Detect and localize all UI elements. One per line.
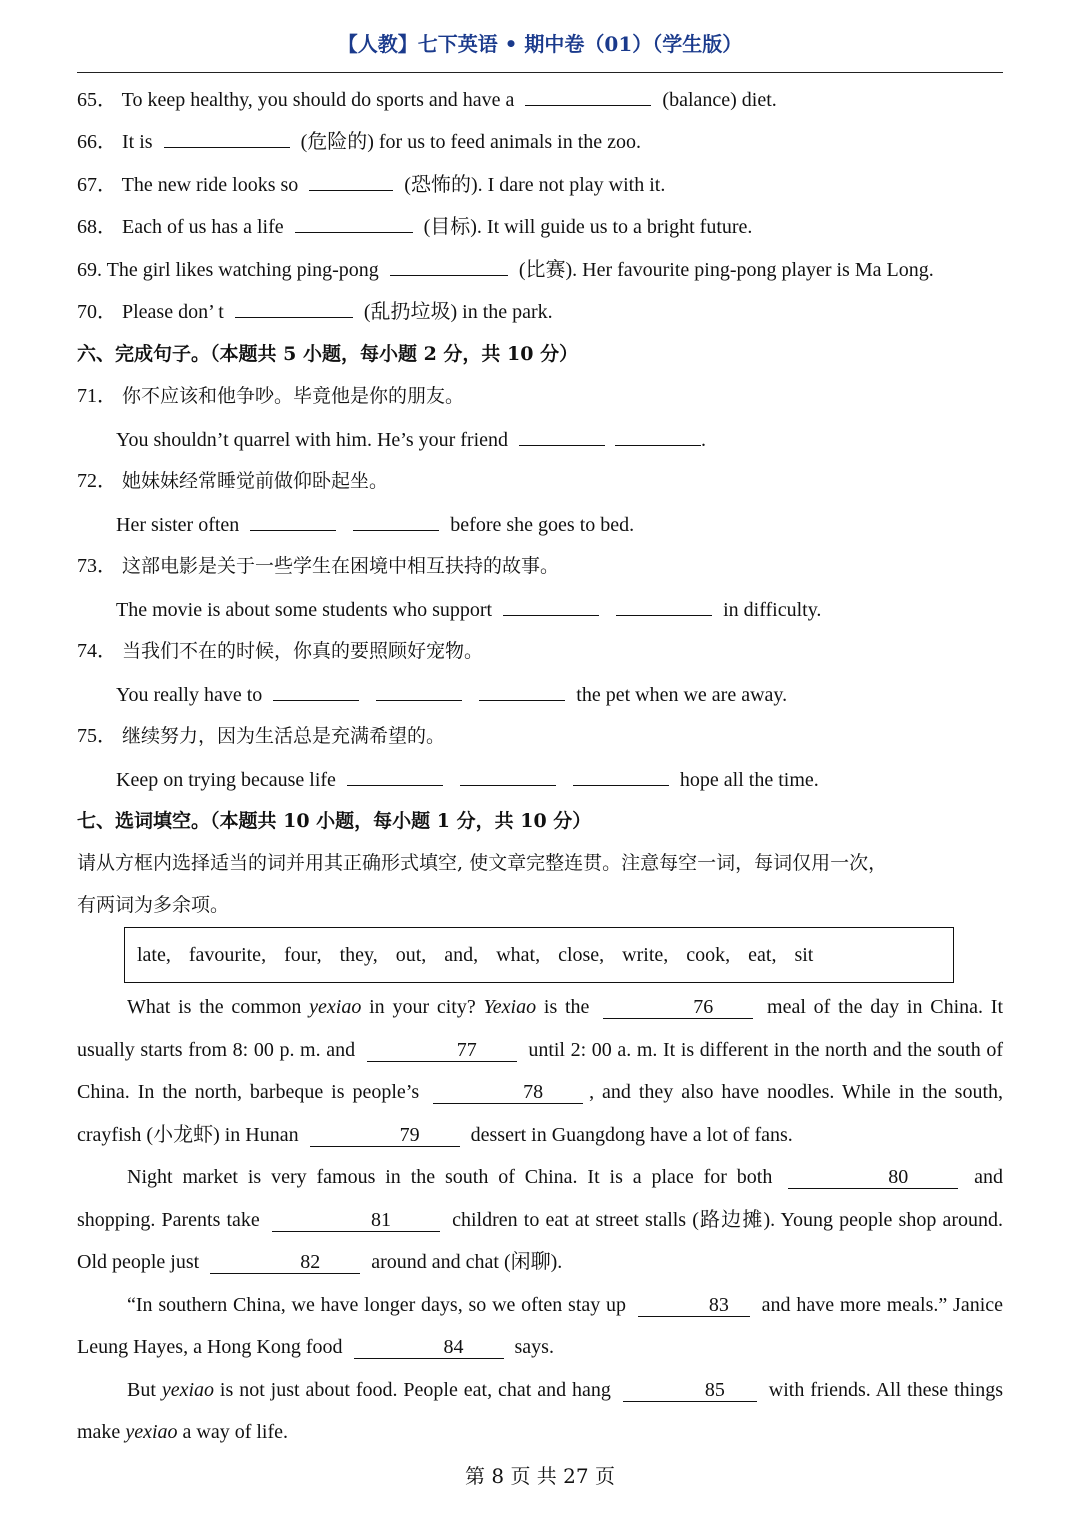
question-text: Each of us has a life (122, 216, 284, 238)
english-sentence: You shouldn’t quarrel with him. He’s your friend (116, 429, 509, 451)
answer-blank[interactable] (616, 595, 712, 616)
word-bank-item: eat, (748, 943, 777, 966)
question-75-answer (116, 765, 819, 794)
answer-blank[interactable] (295, 212, 413, 233)
question-hint: (比赛). Her favourite ping-pong player is Ma Long. (518, 259, 934, 281)
answer-blank[interactable] (164, 127, 290, 148)
page-footer: 第 8 页 共 27 页 (465, 1464, 615, 1488)
numbered-blank-83[interactable]: 83 (638, 1294, 750, 1317)
sentence-end: in difficulty. (723, 599, 822, 621)
question-hint: (恐怖的). I dare not play with it. (404, 174, 666, 196)
question-text: To keep healthy, you should do sports and have a (121, 89, 515, 111)
word-bank-item: late, (137, 943, 171, 966)
passage-paragraph-2: Night market is very famous in the south of China. It is a place for both 80 and shopping. Parents take 81 children to eat at street stalls (路边摊). Young people shop around. Old people just 82 around and chat (闲聊). (77, 1166, 1004, 1273)
question-72-answer (116, 510, 634, 539)
answer-blank[interactable] (525, 85, 651, 106)
passage-paragraph-1: What is the common yexiao in your city? Yexiao is the 76 meal of the day in China. It usually starts from 8: 00 p. m. and 77 until 2: 00 a. m. It is different in the north and the south of China. In the north, barbeque is people’s 78 , and they also have noodles. While in the south, crayfish (小龙虾) in Hunan 79 dessert in Guangdong have a lot of fans. (77, 996, 1004, 1146)
chinese-sentence: 继续努力，因为生活总是充满希望的。 (122, 725, 446, 747)
question-number: 73． (77, 555, 117, 577)
numbered-blank-79[interactable]: 79 (310, 1124, 460, 1147)
answer-blank[interactable] (250, 510, 336, 531)
word-bank-item: they, (339, 943, 378, 966)
sentence-end: . (701, 429, 707, 451)
word-bank-item: favourite, (188, 943, 267, 966)
question-number: 74． (77, 640, 117, 662)
passage (77, 986, 1003, 1454)
answer-blank[interactable] (347, 765, 443, 786)
english-sentence: Her sister often (116, 514, 240, 536)
question-74-prompt (77, 637, 483, 665)
question-67 (77, 170, 665, 199)
word-bank-item: what, (496, 943, 541, 966)
answer-blank[interactable] (503, 595, 599, 616)
question-number: 66． (77, 131, 117, 153)
question-number: 67． (77, 174, 117, 196)
chinese-sentence: 这部电影是关于一些学生在困境中相互扶持的故事。 (122, 555, 560, 577)
answer-blank[interactable] (479, 680, 565, 701)
question-hint: (目标). It will guide us to a bright future. (423, 216, 753, 238)
sentence-end: before she goes to bed. (450, 514, 635, 536)
numbered-blank-85[interactable]: 85 (623, 1379, 757, 1402)
sentence-end: hope all the time. (679, 769, 819, 791)
question-number: 68． (77, 216, 117, 238)
answer-blank[interactable] (309, 170, 393, 191)
numbered-blank-76[interactable]: 76 (603, 996, 753, 1019)
answer-blank[interactable] (519, 425, 605, 446)
question-hint: (乱扔垃圾) in the park. (363, 301, 553, 323)
question-74-answer (116, 680, 787, 709)
numbered-blank-78[interactable]: 78 (433, 1081, 583, 1104)
section-6-heading: 六、完成句子。（本题共 5 小题，每小题 2 分，共 10 分） (77, 343, 579, 365)
question-72-prompt (77, 467, 388, 495)
word-bank-item: out, (395, 943, 427, 966)
answer-blank[interactable] (460, 765, 556, 786)
question-text: The girl likes watching ping-pong (106, 259, 379, 281)
question-73-answer (116, 595, 821, 624)
question-hint: (危险的) for us to feed animals in the zoo. (300, 131, 642, 153)
answer-blank[interactable] (615, 425, 701, 446)
english-sentence: You really have to (116, 684, 263, 706)
word-bank-item: cook, (686, 943, 731, 966)
question-number: 72． (77, 470, 117, 492)
passage-paragraph-4: But yexiao is not just about food. People eat, chat and hang 85 with friends. All these things make yexiao a way of life. (77, 1378, 1003, 1443)
english-sentence: The movie is about some students who support (116, 599, 493, 621)
question-73-prompt (77, 552, 559, 580)
question-71-answer (116, 425, 706, 454)
section-7-heading: 七、选词填空。（本题共 10 小题，每小题 1 分，共 10 分） (77, 810, 592, 832)
chinese-sentence: 她妹妹经常睡觉前做仰卧起坐。 (122, 470, 389, 492)
section-7-instruction-cont: 有两词为多余项。 (77, 894, 230, 916)
word-bank-item: and, (444, 943, 479, 966)
section-7-instruction: 请从方框内选择适当的词并用其正确形式填空, 使文章完整连贯。注意每空一词，每词仅用一次， (77, 852, 888, 874)
answer-blank[interactable] (353, 510, 439, 531)
question-65 (77, 85, 777, 114)
answer-blank[interactable] (573, 765, 669, 786)
question-text: It is (122, 131, 153, 153)
answer-blank[interactable] (376, 680, 462, 701)
word-bank-item: close, (558, 943, 605, 966)
question-text: The new ride looks so (121, 174, 299, 196)
answer-blank[interactable] (390, 255, 508, 276)
question-hint: (balance) diet. (662, 89, 777, 111)
numbered-blank-82[interactable]: 82 (210, 1251, 360, 1274)
header-divider (77, 72, 1003, 73)
question-number: 65． (77, 89, 117, 111)
word-bank-item: sit (794, 943, 814, 966)
answer-blank[interactable] (273, 680, 359, 701)
question-71-prompt (77, 382, 464, 410)
numbered-blank-81[interactable]: 81 (272, 1209, 440, 1232)
question-number: 71． (77, 385, 117, 407)
question-number: 70． (77, 301, 117, 323)
numbered-blank-80[interactable]: 80 (788, 1166, 958, 1189)
chinese-sentence: 你不应该和他争吵。毕竟他是你的朋友。 (122, 385, 465, 407)
numbered-blank-84[interactable]: 84 (354, 1336, 504, 1359)
word-bank-box (124, 927, 954, 983)
question-68 (77, 212, 752, 241)
question-number: 75． (77, 725, 117, 747)
word-bank-item: four, (284, 943, 322, 966)
english-sentence: Keep on trying because life (116, 769, 336, 791)
passage-paragraph-3: “In southern China, we have longer days, so we often stay up 83 and have more meals.” Janice Leung Hayes, a Hong Kong food 84 says. (77, 1293, 1004, 1358)
word-bank-item: write, (622, 943, 669, 966)
page-header: 【人教】七下英语 • 期中卷（01）（学生版） (337, 32, 743, 56)
question-69 (77, 255, 934, 284)
numbered-blank-77[interactable]: 77 (367, 1039, 517, 1062)
sentence-end: the pet when we are away. (576, 684, 788, 706)
question-number: 69. (77, 259, 102, 281)
question-75-prompt (77, 722, 445, 750)
question-66 (77, 127, 641, 156)
answer-blank[interactable] (235, 297, 353, 318)
question-text: Please don’ t (122, 301, 224, 323)
chinese-sentence: 当我们不在的时候，你真的要照顾好宠物。 (122, 640, 484, 662)
question-70 (77, 297, 553, 326)
